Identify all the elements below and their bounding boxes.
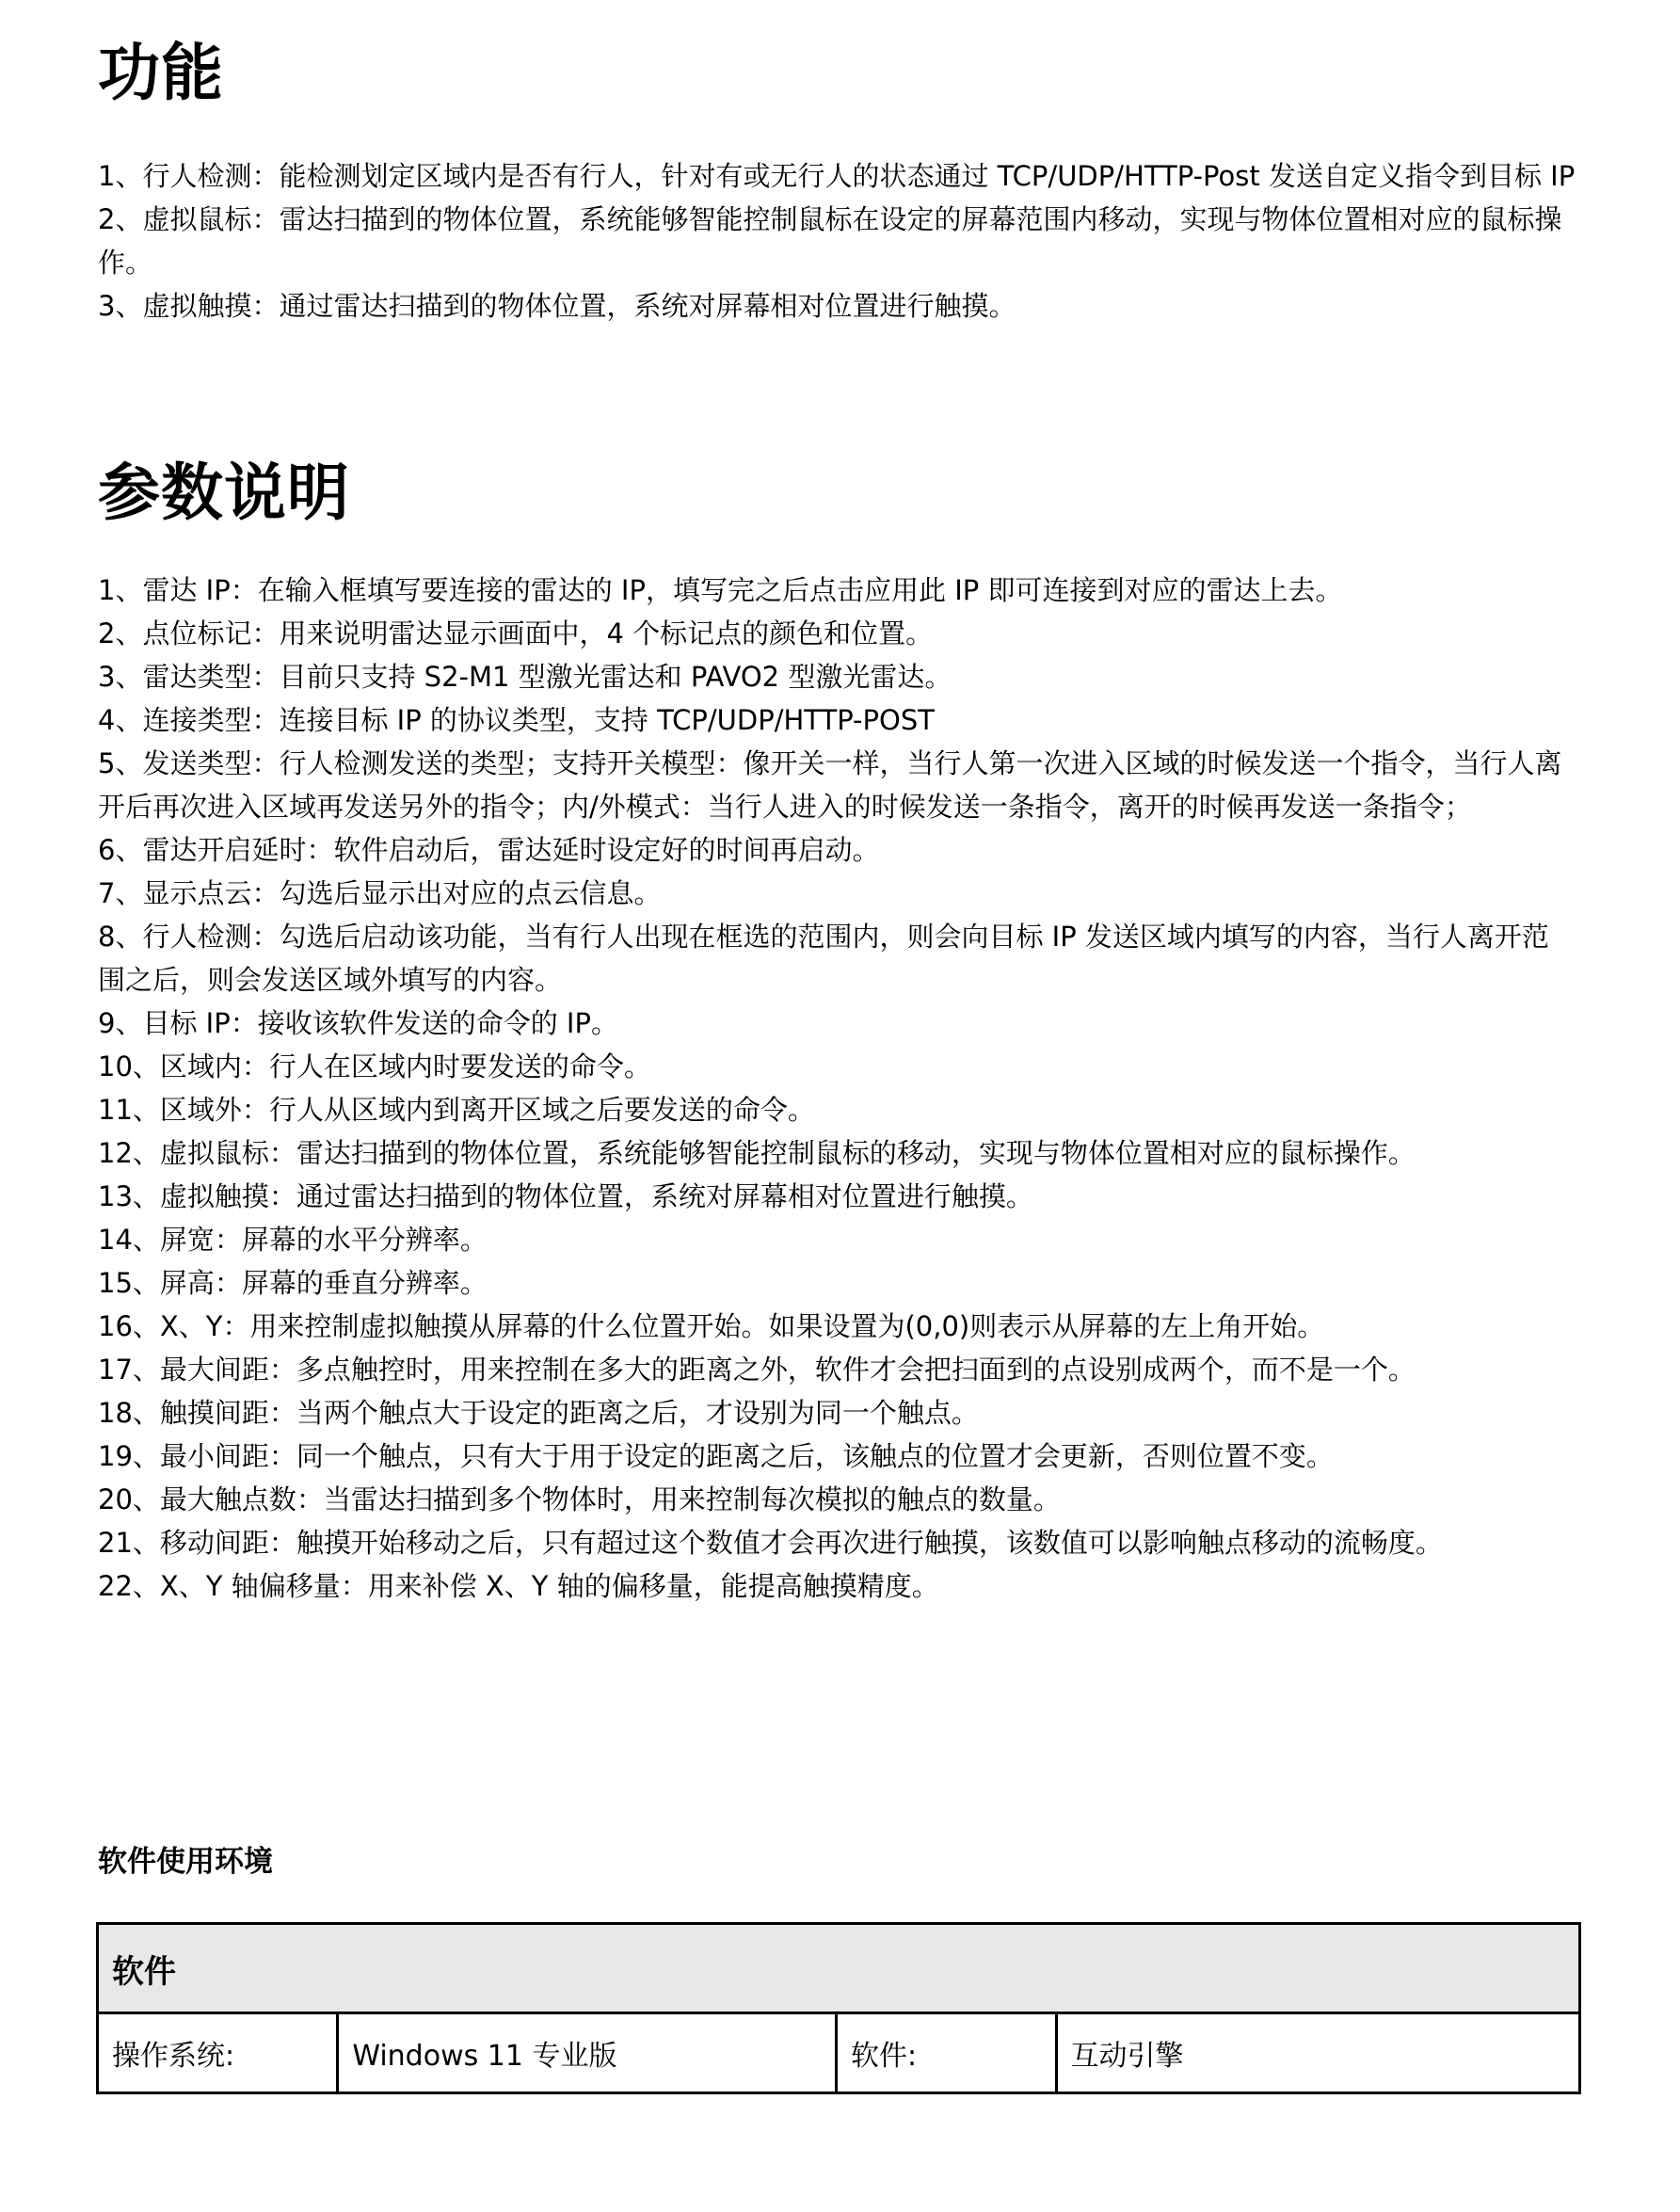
environment-table [96, 1922, 1581, 2094]
param-item: 20、最大触点数：当雷达扫描到多个物体时，用来控制每次模拟的触点的数量。 [98, 1483, 1061, 1515]
param-item: 12、虚拟鼠标：雷达扫描到的物体位置，系统能够智能控制鼠标的移动，实现与物体位置相对应的鼠标操作。 [98, 1137, 1416, 1169]
features-list [98, 154, 1576, 328]
environment-heading: 软件使用环境 [98, 1845, 273, 1879]
param-item: 21、移动间距：触摸开始移动之后，只有超过这个数值才会再次进行触摸，该数值可以影响触点移动的流畅度。 [98, 1527, 1443, 1559]
param-item: 17、最大间距：多点触控时，用来控制在多大的距离之外，软件才会把扫面到的点设别成两个，而不是一个。 [98, 1354, 1416, 1386]
param-item: 15、屏高：屏幕的垂直分辨率。 [98, 1267, 488, 1299]
param-item: 5、发送类型：行人检测发送的类型；支持开关模型：像开关一样，当行人第一次进入区域的时候发送一个指令，当行人离开后再次进入区域再发送另外的指令；内/外模式：当行人进入的时候发送一条指令，离开的时候再发送一条指令； [98, 747, 1562, 823]
param-item: 19、最小间距：同一个触点，只有大于用于设定的距离之后，该触点的位置才会更新，否则位置不变。 [98, 1440, 1334, 1472]
os-value-cell: Windows 11 专业版 [338, 2013, 837, 2093]
param-item: 11、区域外：行人从区域内到离开区域之后要发送的命令。 [98, 1094, 815, 1126]
param-item: 10、区域内：行人在区域内时要发送的命令。 [98, 1050, 651, 1082]
feature-item: 2、虚拟鼠标：雷达扫描到的物体位置，系统能够智能控制鼠标在设定的屏幕范围内移动，实现与物体位置相对应的鼠标操作。 [98, 203, 1562, 279]
feature-item: 1、行人检测：能检测划定区域内是否有行人，针对有或无行人的状态通过 TCP/UDP/HTTP-Post 发送自定义指令到目标 IP [98, 160, 1576, 192]
param-item: 6、雷达开启延时：软件启动后，雷达延时设定好的时间再启动。 [98, 834, 880, 866]
table-row [98, 2013, 1580, 2093]
feature-item: 3、虚拟触摸：通过雷达扫描到的物体位置，系统对屏幕相对位置进行触摸。 [98, 290, 1016, 322]
param-item: 2、点位标记：用来说明雷达显示画面中，4 个标记点的颜色和位置。 [98, 617, 934, 649]
param-item: 18、触摸间距：当两个触点大于设定的距离之后，才设别为同一个触点。 [98, 1397, 979, 1429]
param-item: 13、虚拟触摸：通过雷达扫描到的物体位置，系统对屏幕相对位置进行触摸。 [98, 1180, 1033, 1212]
table-header-software: 软件 [98, 1924, 1580, 2013]
features-heading: 功能 [98, 37, 224, 109]
params-list [98, 569, 1576, 1608]
param-item: 1、雷达 IP：在输入框填写要连接的雷达的 IP，填写完之后点击应用此 IP 即可连接到对应的雷达上去。 [98, 574, 1343, 606]
param-item: 9、目标 IP：接收该软件发送的命令的 IP。 [98, 1007, 618, 1039]
param-item: 4、连接类型：连接目标 IP 的协议类型，支持 TCP/UDP/HTTP-POST [98, 704, 935, 736]
software-value-cell: 互动引擎 [1056, 2013, 1580, 2093]
software-label-cell: 软件: [836, 2013, 1056, 2093]
param-item: 14、屏宽：屏幕的水平分辨率。 [98, 1224, 488, 1256]
param-item: 16、X、Y：用来控制虚拟触摸从屏幕的什么位置开始。如果设置为(0,0)则表示从屏幕的左上角开始。 [98, 1310, 1325, 1342]
param-item: 8、行人检测：勾选后启动该功能，当有行人出现在框选的范围内，则会向目标 IP 发送区域内填写的内容，当行人离开范围之后，则会发送区域外填写的内容。 [98, 921, 1549, 996]
table-header-row [98, 1924, 1580, 2013]
param-item: 3、雷达类型：目前只支持 S2-M1 型激光雷达和 PAVO2 型激光雷达。 [98, 661, 952, 693]
os-label-cell: 操作系统: [98, 2013, 338, 2093]
param-item: 22、X、Y 轴偏移量：用来补偿 X、Y 轴的偏移量，能提高触摸精度。 [98, 1570, 939, 1602]
param-item: 7、显示点云：勾选后显示出对应的点云信息。 [98, 877, 662, 909]
params-heading: 参数说明 [98, 457, 350, 529]
